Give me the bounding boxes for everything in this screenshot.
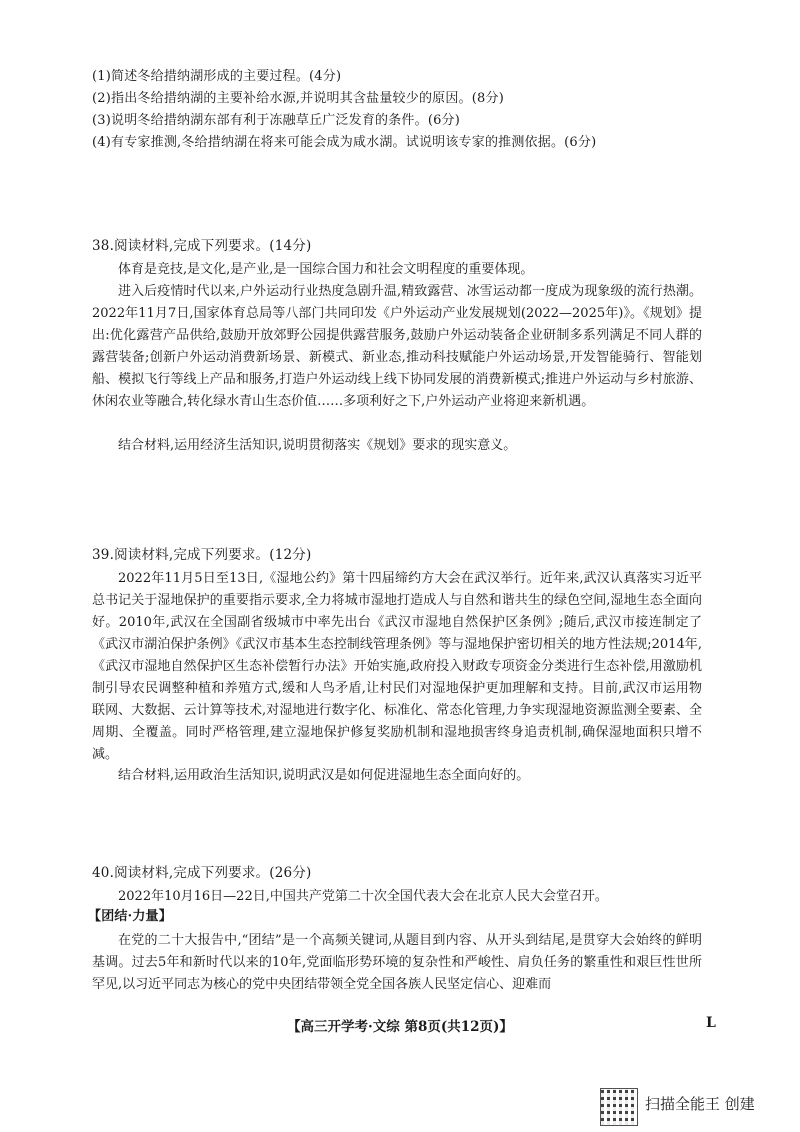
footer-mark: L [706,1015,716,1031]
q39-paragraph-1: 2022年11月5日至13日,《湿地公约》第十四届缔约方大会在武汉举行。近年来,武汉认真落实习近平总书记关于湿地保护的重要指示要求,全力将城市湿地打造成人与自然和谐共生的绿色空间,湿地生态全面向好。2010年,武汉在全国副省级城市中率先出台《武汉市湿地自然保护区条例》;随后,武汉市接连制定了《武汉市湖泊保护条例》《武汉市基本生态控制线管理条例》等与湿地保护密切相关的地方性法规;2014年,《武汉市湿地自然保护区生态补偿暂行办法》开始实施,政府投入财政专项资金分类进行生态补偿,用激励机制引导农民调整种植和养殖方式,缓和人鸟矛盾,让村民们对湿地保护更加理解和支持。目前,武汉市运用物联网、大数据、云计算等技术,对湿地进行数字化、标准化、常态化管理,力争实现湿地资源监测全要素、全周期、全覆盖。同时严格管理,建立湿地保护修复奖励机制和湿地损害终身追责机制,确保湿地面积只增不减。 [92,571,702,762]
sub-question-3: (3)说明冬给措纳湖东部有利于冻融草丘广泛发育的条件。(6分) [92,113,461,128]
scanner-watermark: 扫描全能王 创建 [645,1095,755,1113]
q40-section-title: 【团结·力量】 [88,909,172,924]
qr-code-icon [600,1088,638,1126]
q40-paragraph-1: 2022年10月16日—22日,中国共产党第二十次全国代表大会在北京人民大会堂召开。 [118,889,608,904]
q39-task: 结合材料,运用政治生活知识,说明武汉是如何促进湿地生态全面向好的。 [118,768,530,783]
q40-heading: 40.阅读材料,完成下列要求。(26分) [92,865,312,881]
q40-paragraph-2: 在党的二十大报告中,“团结”是一个高频关键词,从题目到内容、从开头到结尾,是贯穿大会始终的鲜明基调。过去5年和新时代以来的10年,党面临形势环境的复杂性和严峻性、肩负任务的繁重性和艰巨性世所罕见,以习近平同志为核心的党中央团结带领全党全国各族人民坚定信心、迎难而 [92,933,702,992]
q38-heading: 38.阅读材料,完成下列要求。(14分) [92,238,312,254]
q38-task: 结合材料,运用经济生活知识,说明贯彻落实《规划》要求的现实意义。 [118,438,517,453]
q38-paragraph-1: 体育是竞技,是文化,是产业,是一国综合国力和社会文明程度的重要体现。 [118,262,534,277]
sub-question-1: (1)简述冬给措纳湖形成的主要过程。(4分) [92,69,342,84]
q39-heading: 39.阅读材料,完成下列要求。(12分) [92,547,312,563]
page-footer: 【高三开学考·文综 第8页(共12页)】 [287,1019,513,1035]
sub-question-2: (2)指出冬给措纳湖的主要补给水源,并说明其含盐量较少的原因。(8分) [92,91,504,106]
q38-paragraph-2: 进入后疫情时代以来,户外运动行业热度急剧升温,精致露营、冰雪运动都一度成为现象级的流行热潮。2022年11月7日,国家体育总局等八部门共同印发《户外运动产业发展规划(2022—2025年)》。《规划》提出:优化露营产品供给,鼓励开放郊野公园提供露营服务,鼓励户外运动装备企业研制多系列满足不同人群的露营装备;创新户外运动消费新场景、新模式、新业态,推动科技赋能户外运动场景,开发智能骑行、智能划船、模拟飞行等线上产品和服务,打造户外运动线上线下协同发展的消费新模式;推进户外运动与乡村旅游、休闲农业等融合,转化绿水青山生态价值……多项利好之下,户外运动产业将迎来新机遇。 [92,284,702,409]
sub-question-4: (4)有专家推测,冬给措纳湖在将来可能会成为咸水湖。试说明该专家的推测依据。(6分) [92,135,597,150]
